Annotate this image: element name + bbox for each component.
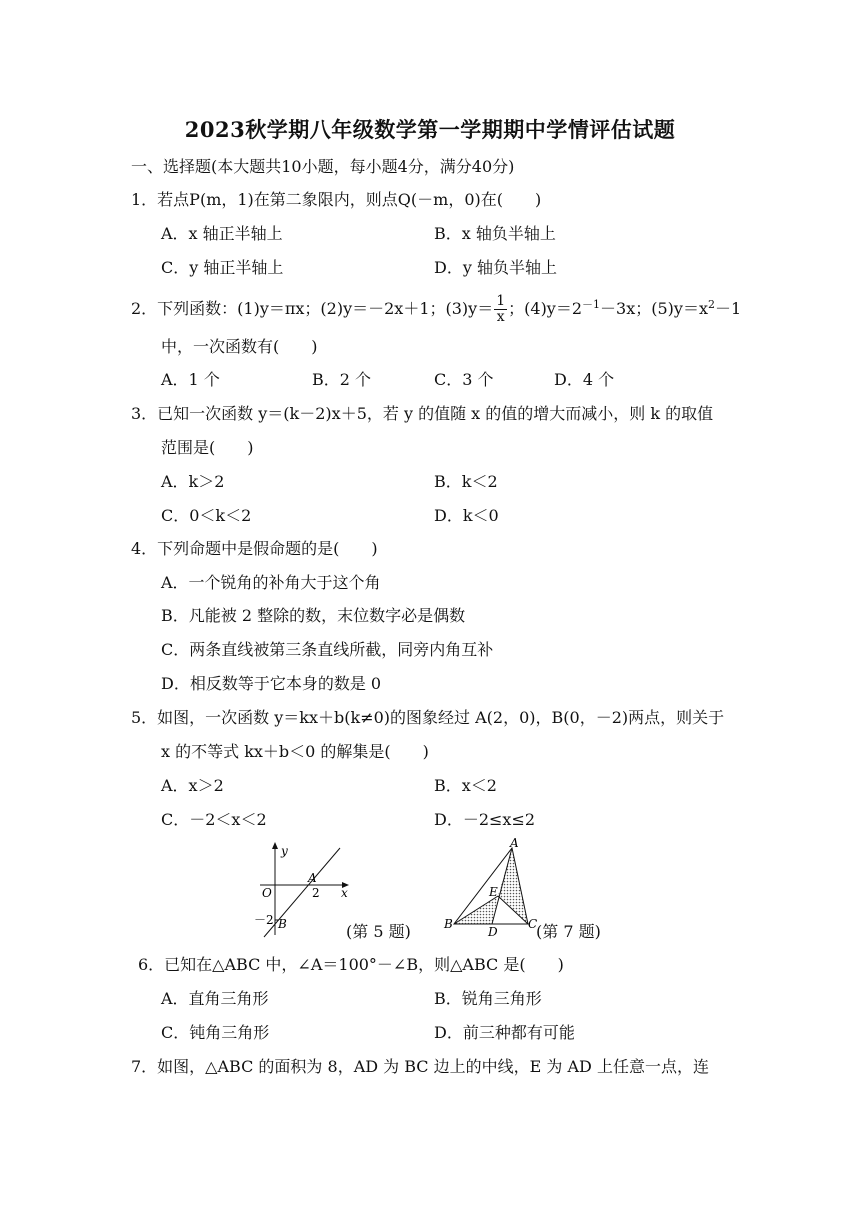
section-heading: 一、选择题(本大题共10小题，每小题4分，满分40分): [131, 157, 515, 176]
fig7-label-a: A: [510, 838, 519, 850]
fig5-label-o: O: [262, 886, 272, 900]
fig5-y-arrow: [272, 842, 278, 849]
fig5-label-a: A: [308, 871, 317, 885]
q4-option-c: C．两条直线被第三条直线所截，同旁内角互补: [161, 640, 494, 659]
fig7-label-b: B: [444, 917, 453, 931]
q5-option-d: D．－2≤x≤2: [434, 810, 536, 829]
fig5-label-x: x: [341, 886, 348, 900]
q2-option-c: C．3 个: [434, 370, 494, 389]
question-7: 7．如图，△ABC 的面积为 8，AD 为 BC 边上的中线，E 为 AD 上任意一点，连: [131, 1057, 709, 1076]
q5-option-a: A．x＞2: [161, 776, 224, 795]
question-2-line2: 中，一次函数有( ): [161, 337, 318, 356]
q6-option-c: C．钝角三角形: [161, 1023, 270, 1042]
fig7-label-d: D: [488, 925, 498, 939]
question-3: 3．已知一次函数 y＝(k－2)x＋5，若 y 的值随 x 的值的增大而减小，则 k 的取值: [131, 404, 714, 423]
fig7-label-c: C: [528, 917, 538, 931]
q4-option-d: D．相反数等于它本身的数是 0: [161, 674, 382, 693]
q2-option-b: B．2 个: [312, 370, 372, 389]
q3-option-c: C．0＜k＜2: [161, 506, 252, 525]
fig5-label-2: 2: [312, 886, 320, 900]
q2-mid: ；(4)y＝2: [508, 299, 583, 318]
q2-sup2: 2: [707, 298, 715, 311]
q6-option-b: B．锐角三角形: [434, 989, 542, 1008]
q2-sup: －1: [582, 298, 601, 311]
q2-prefix: 2．下列函数：(1)y＝πx；(2)y＝－2x＋1；(3)y＝: [131, 299, 494, 318]
fig5-label-neg2: －2: [254, 913, 274, 927]
q1-option-d: D．y 轴负半轴上: [434, 258, 557, 277]
q2-frac-den: x: [496, 309, 505, 325]
q2-frac-num: 1: [496, 293, 506, 309]
q4-option-b: B．凡能被 2 整除的数，末位数字必是偶数: [161, 606, 466, 625]
question-5-line2: x 的不等式 kx＋b＜0 的解集是( ): [161, 742, 429, 761]
fig7-caption: (第 7 题): [536, 922, 601, 941]
question-4: 4．下列命题中是假命题的是( ): [131, 539, 378, 558]
q1-option-b: B．x 轴负半轴上: [434, 224, 556, 243]
q6-option-a: A．直角三角形: [161, 989, 269, 1008]
q2-suffix: －3x；(5)y＝x: [600, 299, 708, 318]
fig7-label-e: E: [489, 885, 498, 899]
figure-7-triangle: [440, 838, 540, 944]
q5-option-b: B．x＜2: [434, 776, 497, 795]
question-5: 5．如图，一次函数 y＝kx＋b(k≠0)的图象经过 A(2，0)，B(0，－2)两点，则关于: [131, 708, 725, 727]
question-3-line2: 范围是( ): [161, 438, 254, 457]
fig5-label-y: y: [281, 844, 288, 858]
fig5-caption: (第 5 题): [346, 922, 411, 941]
q3-option-a: A．k＞2: [161, 472, 225, 491]
q4-option-a: A．一个锐角的补角大于这个角: [161, 573, 381, 592]
q1-option-c: C．y 轴正半轴上: [161, 258, 284, 277]
fig5-label-b: B: [278, 917, 287, 931]
q5-option-c: C．－2＜x＜2: [161, 810, 267, 829]
q2-fraction: [494, 294, 507, 325]
q2-end: －1: [714, 299, 742, 318]
figure-5-graph: [250, 840, 360, 940]
q3-option-d: D．k＜0: [434, 506, 499, 525]
question-1: 1．若点P(m，1)在第二象限内，则点Q(－m，0)在( ): [131, 190, 542, 209]
question-2: [131, 294, 741, 325]
question-6: 6．已知在△ABC 中，∠A＝100°－∠B，则△ABC 是( ): [138, 955, 564, 974]
q2-option-a: A．1 个: [161, 370, 220, 389]
q1-option-a: A．x 轴正半轴上: [161, 224, 283, 243]
q3-option-b: B．k＜2: [434, 472, 498, 491]
page-title: 2023秋学期八年级数学第一学期期中学情评估试题: [184, 117, 676, 142]
q2-option-d: D．4 个: [554, 370, 615, 389]
q6-option-d: D．前三种都有可能: [434, 1023, 575, 1042]
